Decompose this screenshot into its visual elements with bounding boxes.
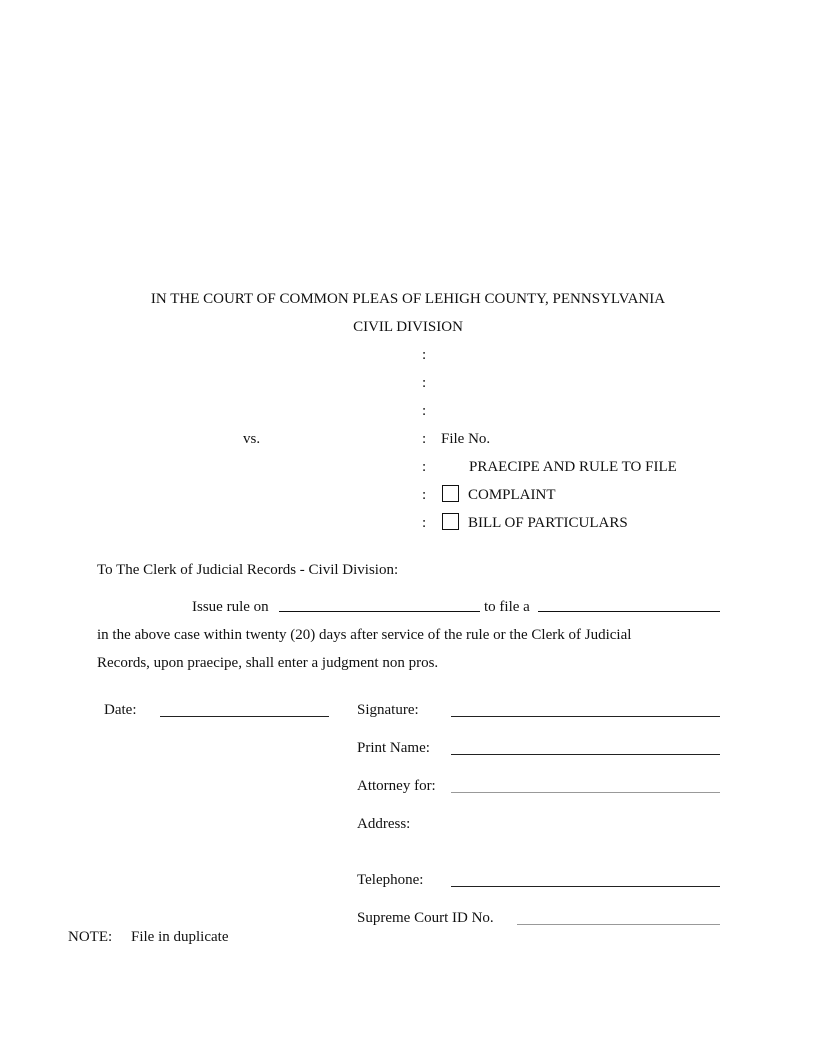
print-name-field[interactable]: [451, 754, 720, 755]
telephone-label: Telephone:: [357, 872, 424, 888]
caption-colon: :: [422, 403, 427, 419]
caption-colon: :: [422, 487, 427, 503]
complaint-label: COMPLAINT: [468, 487, 556, 503]
to-file-a-label: to file a: [484, 599, 530, 615]
body-line-2: in the above case within twenty (20) days after service of the rule or the Clerk of Judicial: [97, 627, 632, 643]
bill-of-particulars-checkbox[interactable]: [442, 513, 459, 530]
address-label: Address:: [357, 816, 411, 832]
caption-colon: :: [422, 431, 427, 447]
court-title: IN THE COURT OF COMMON PLEAS OF LEHIGH COUNTY, PENNSYLVANIA: [150, 291, 666, 307]
attorney-for-label: Attorney for:: [357, 778, 436, 794]
date-label: Date:: [104, 702, 137, 718]
bill-of-particulars-label: BILL OF PARTICULARS: [468, 515, 628, 531]
salutation: To The Clerk of Judicial Records - Civil Division:: [97, 562, 399, 578]
issue-rule-on-label: Issue rule on: [192, 599, 269, 615]
supreme-court-id-field[interactable]: [517, 924, 720, 925]
caption-colon: :: [422, 375, 427, 391]
telephone-field[interactable]: [451, 886, 720, 887]
file-no-label: File No.: [441, 431, 491, 447]
rule-on-party-field[interactable]: [279, 611, 480, 612]
signature-label: Signature:: [357, 702, 419, 718]
division-title: CIVIL DIVISION: [353, 319, 463, 335]
form-title: PRAECIPE AND RULE TO FILE: [469, 459, 677, 475]
attorney-for-field[interactable]: [451, 792, 720, 793]
note-text: File in duplicate: [131, 929, 229, 945]
caption-colon: :: [422, 515, 427, 531]
print-name-label: Print Name:: [357, 740, 430, 756]
signature-field[interactable]: [451, 716, 720, 717]
supreme-court-id-label: Supreme Court ID No.: [357, 910, 494, 926]
document-type-field[interactable]: [538, 611, 720, 612]
body-line-3: Records, upon praecipe, shall enter a judgment non pros.: [97, 655, 439, 671]
versus-label: vs.: [243, 431, 261, 447]
caption-colon: :: [422, 459, 427, 475]
complaint-checkbox[interactable]: [442, 485, 459, 502]
date-field[interactable]: [160, 716, 329, 717]
caption-colon: :: [422, 347, 427, 363]
note-label: NOTE:: [68, 929, 113, 945]
